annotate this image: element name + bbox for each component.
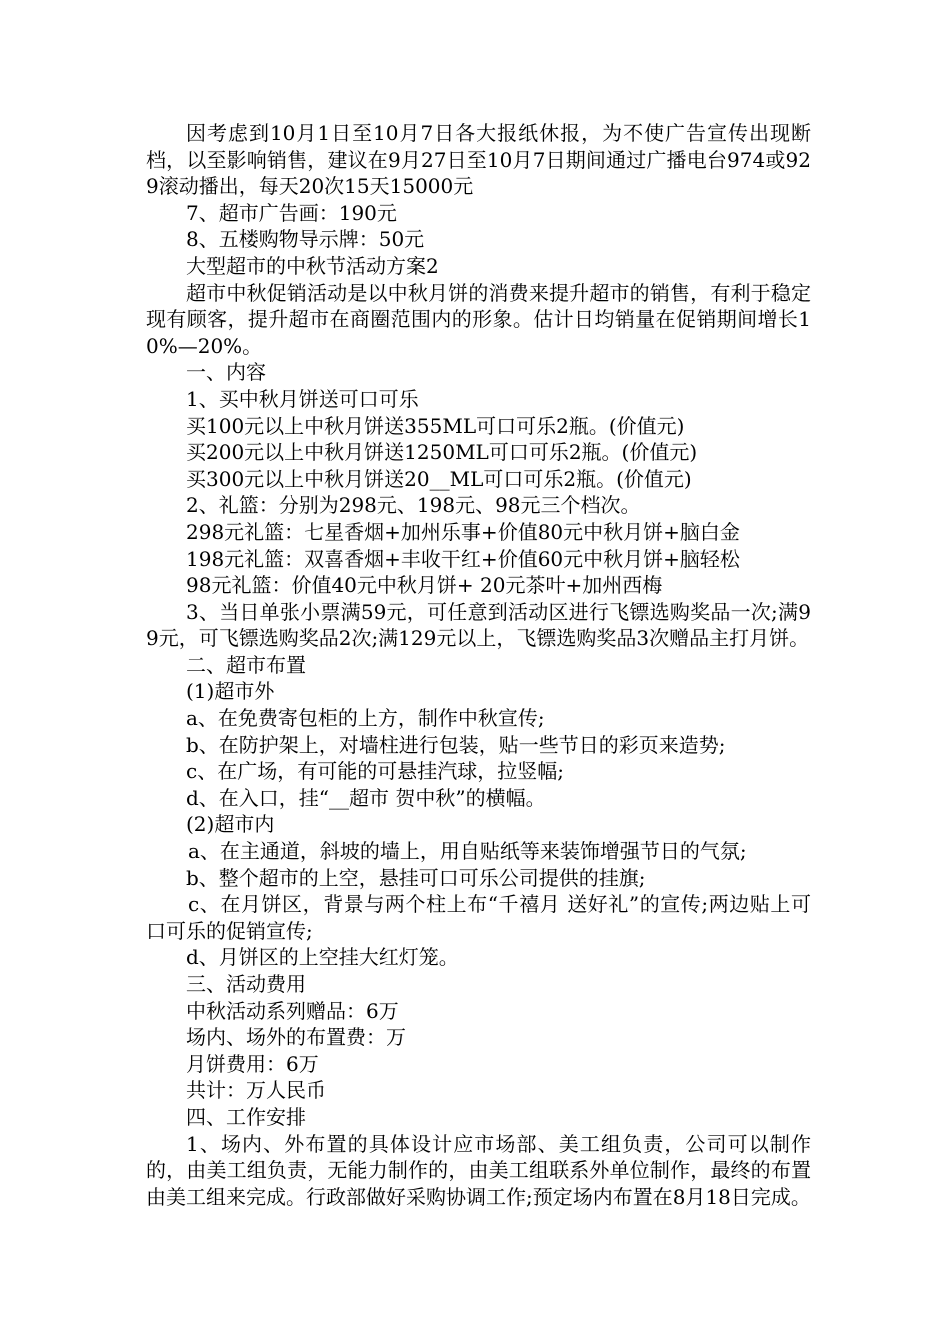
heading-layout: 二、超市布置 — [186, 652, 306, 677]
list-item: d、月饼区的上空挂大红灯笼。 — [186, 945, 459, 970]
list-item: 1、买中秋月饼送可口可乐 — [186, 386, 419, 411]
paragraph-ad-radio: 因考虑到10月1日至10月7日各大报纸休报，为不使广告宣传出现断档，以至影响销售，建议在9月27日至10月7日期间通过广播电台974或929滚动播出，每天20次15天15000元 — [146, 121, 811, 199]
document-body — [146, 120, 811, 1210]
paragraph-work-1: 1、场内、外布置的具体设计应市场部、美工组负责，公司可以制作的，由美工组负责，无能力制作的，由美工组联系外单位制作，最终的布置由美工组来完成。行政部做好采购协调工作;预定场内布置在8月18日完成。 — [146, 1131, 811, 1209]
list-item: a、在主通道，斜坡的墙上，用自贴纸等来装饰增强节日的气氛; — [188, 839, 747, 864]
list-item: 2、礼篮：分别为298元、198元、98元三个档次。 — [186, 493, 641, 518]
heading-content: 一、内容 — [186, 360, 266, 385]
list-item: c、在广场，有可能的可悬挂汽球，拉竖幅; — [186, 759, 564, 784]
paragraph-darts: 3、当日单张小票满59元，可任意到活动区进行飞镖选购奖品一次;满99元，可飞镖选购奖品2次;满129元以上，飞镖选购奖品3次赠品主打月饼。 — [146, 599, 811, 651]
subheading-inside: (2)超市内 — [186, 812, 275, 837]
cost-total: 共计：万人民币 — [186, 1078, 326, 1103]
heading-costs: 三、活动费用 — [186, 972, 306, 996]
section-title: 大型超市的中秋节活动方案2 — [186, 253, 439, 278]
list-item: 298元礼篮：七星香烟+加州乐事+价值80元中秋月饼+脑白金 — [186, 519, 740, 544]
heading-work: 四、工作安排 — [186, 1104, 306, 1129]
list-item: 98元礼篮：价值40元中秋月饼+ 20元茶叶+加州西梅 — [186, 573, 663, 598]
list-item: d、在入口，挂“__超市 贺中秋”的横幅。 — [186, 785, 546, 810]
cost-item: 中秋活动系列赠品：6万 — [186, 998, 399, 1023]
list-item: 198元礼篮：双喜香烟+丰收干红+价值60元中秋月饼+脑轻松 — [186, 546, 740, 571]
list-item: a、在免费寄包柜的上方，制作中秋宣传; — [186, 706, 545, 731]
cost-item: 场内、场外的布置费：万 — [186, 1025, 406, 1050]
paragraph-ad-poster: 7、超市广告画：190元 — [186, 200, 397, 225]
paragraph-guide-sign: 8、五楼购物导示牌：50元 — [186, 227, 425, 252]
list-item: 买100元以上中秋月饼送355ML可口可乐2瓶。(价值元) — [186, 413, 685, 438]
subheading-outside: (1)超市外 — [186, 679, 275, 704]
list-item: 买200元以上中秋月饼送1250ML可口可乐2瓶。(价值元) — [186, 440, 698, 465]
list-item: 买300元以上中秋月饼送20__ML可口可乐2瓶。(价值元) — [186, 466, 692, 491]
list-item: c、在月饼区，背景与两个柱上布“千禧月 送好礼”的宣传;两边贴上可口可乐的促销宣传; — [146, 892, 811, 943]
cost-item: 月饼费用：6万 — [186, 1051, 319, 1076]
list-item: b、整个超市的上空，悬挂可口可乐公司提供的挂旗; — [186, 865, 646, 890]
paragraph-intro: 超市中秋促销活动是以中秋月饼的消费来提升超市的销售，有利于稳定现有顾客，提升超市在商圈范围内的形象。估计日均销量在促销期间增长10%—20%。 — [146, 280, 811, 358]
list-item: b、在防护架上，对墙柱进行包装，贴一些节日的彩页来造势; — [186, 732, 726, 757]
